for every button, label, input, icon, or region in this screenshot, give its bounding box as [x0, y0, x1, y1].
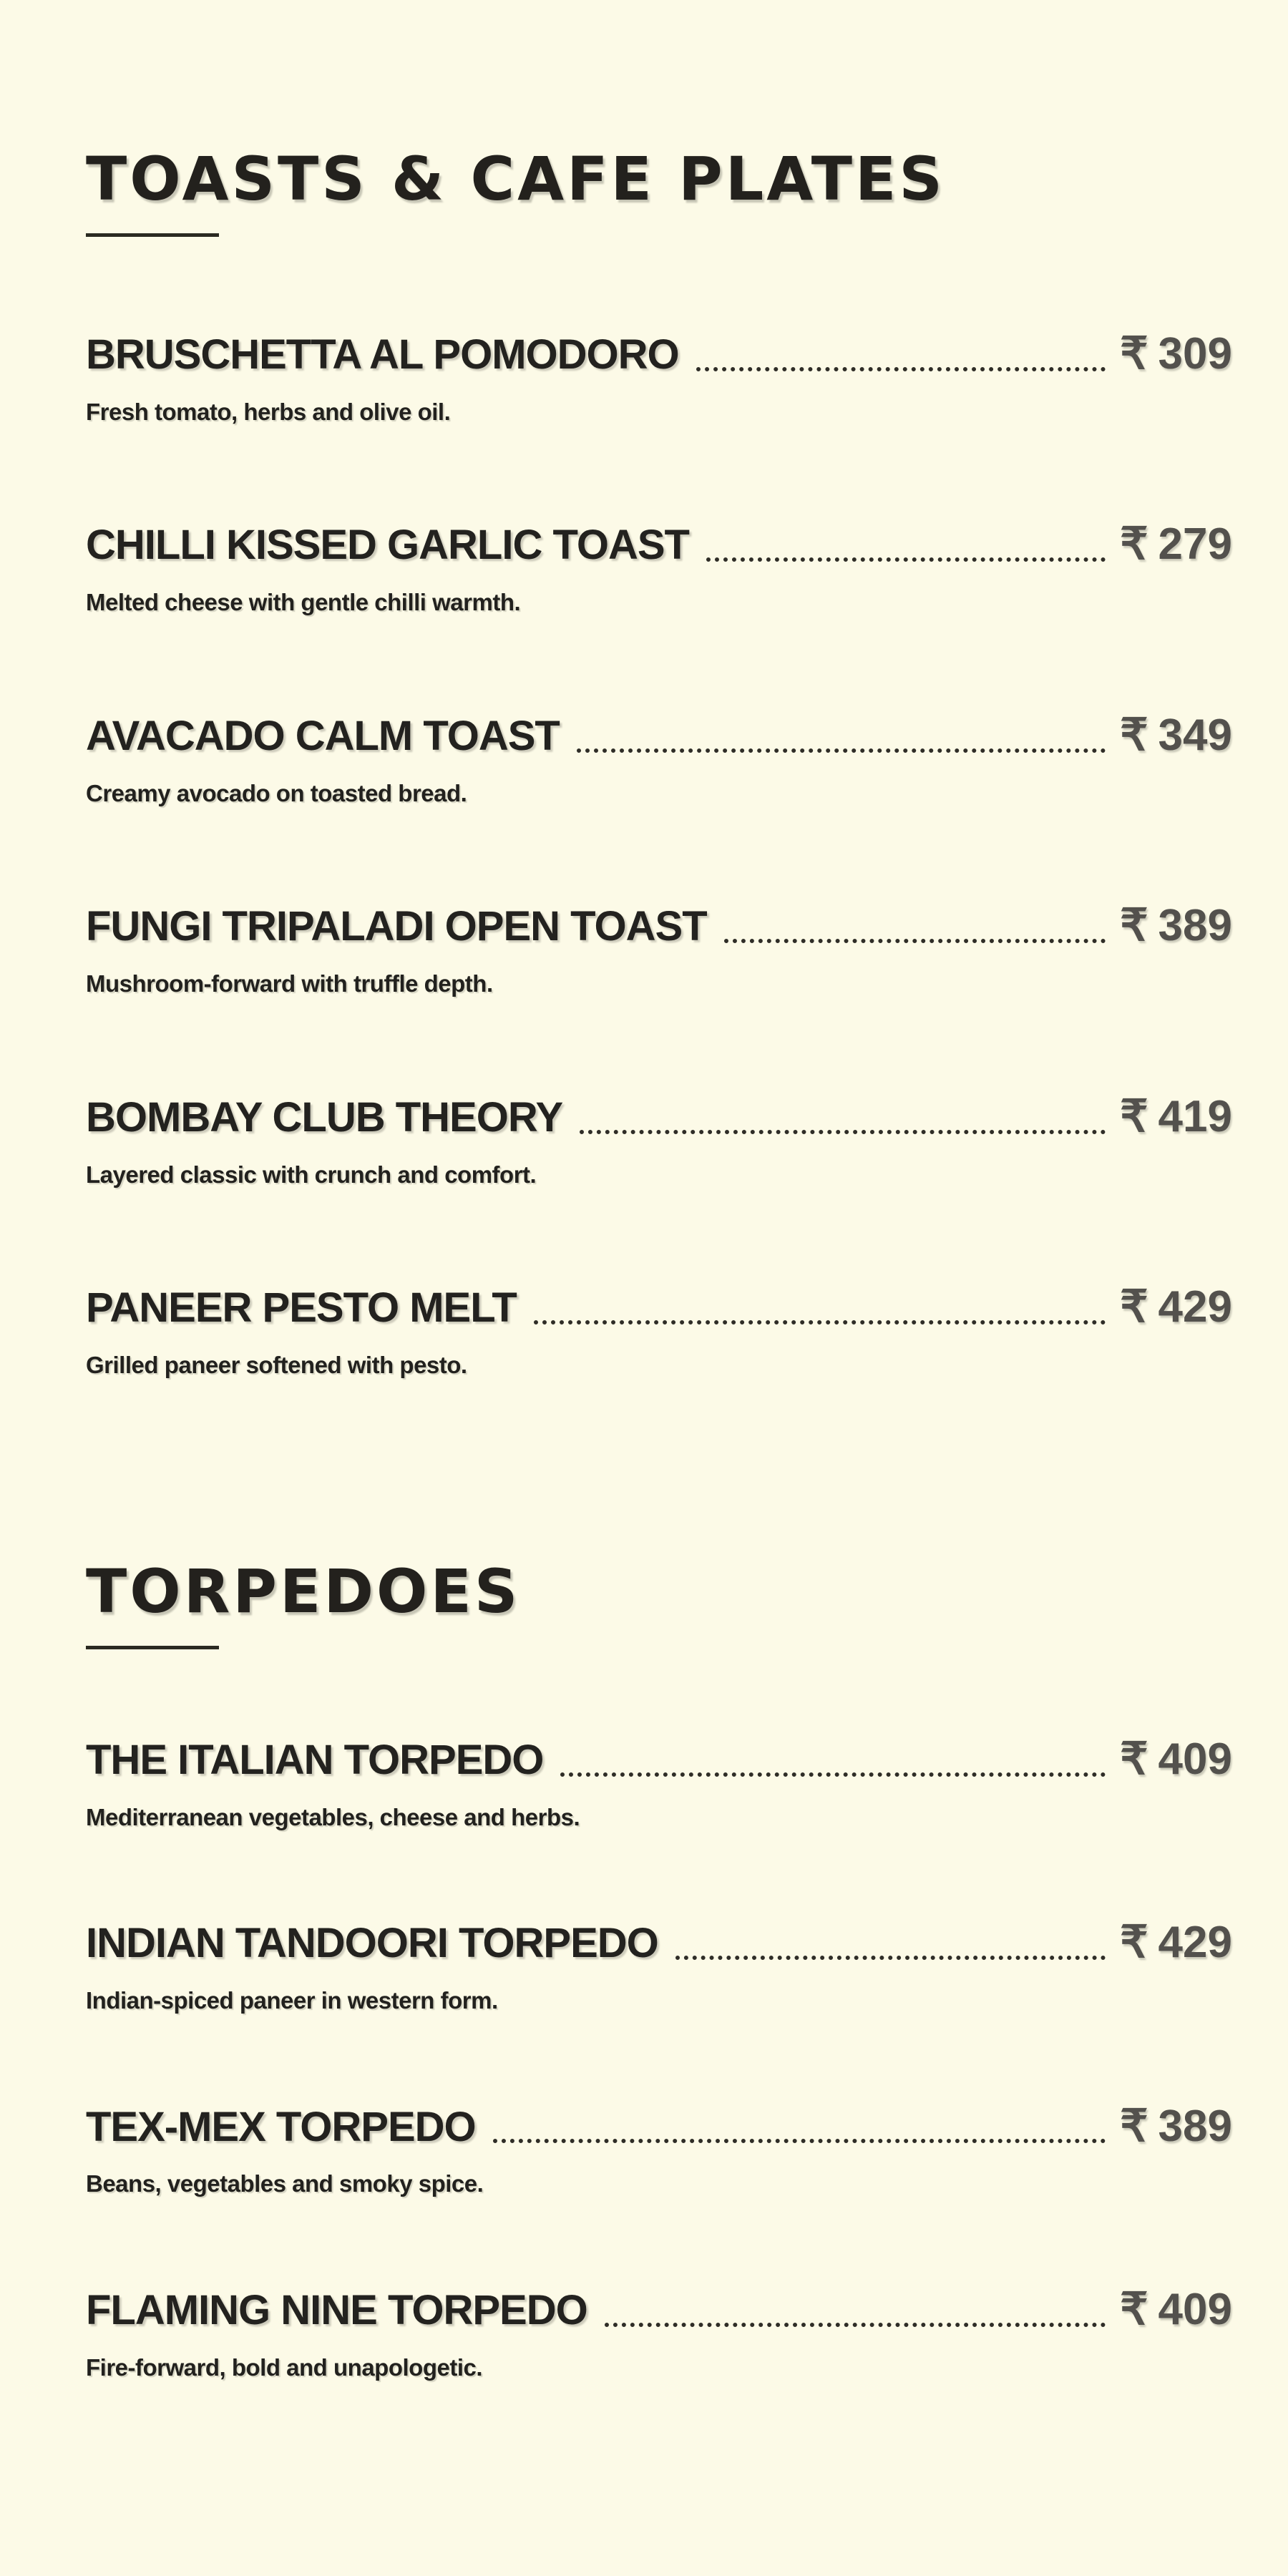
dotted-leader [706, 557, 1106, 562]
item-description: Mediterranean vegetables, cheese and herbs. [86, 1803, 580, 1830]
menu-item [86, 1918, 1232, 2016]
item-description: Fire-forward, bold and unapologetic. [86, 2353, 483, 2381]
dotted-leader [696, 367, 1106, 371]
item-name: TEX-MEX TORPEDO [86, 2103, 476, 2150]
item-row [86, 330, 1232, 380]
menu-item [86, 2285, 1232, 2383]
menu-item [86, 711, 1232, 809]
dotted-leader [724, 939, 1106, 943]
dotted-leader [577, 748, 1106, 753]
price-value: 389 [1158, 901, 1232, 951]
rupee-symbol: ₹ [1120, 329, 1148, 379]
menu-section-toasts [86, 0, 1232, 1381]
item-row [86, 711, 1232, 761]
price-value: 279 [1158, 519, 1232, 570]
item-row [86, 520, 1232, 570]
item-price [1120, 2102, 1232, 2151]
item-name: FUNGI TRIPALADI OPEN TOAST [86, 903, 707, 950]
menu-section-torpedoes [86, 1381, 1232, 2384]
item-row [86, 2102, 1232, 2152]
item-row [86, 2285, 1232, 2336]
menu-item [86, 1283, 1232, 1380]
item-description: Layered classic with crunch and comfort. [86, 1161, 537, 1188]
price-value: 309 [1158, 329, 1232, 379]
section-title: TOASTS & CAFE PLATES [86, 144, 945, 214]
section-underline [86, 233, 219, 237]
section-title: TORPEDOES [86, 1556, 521, 1626]
dotted-leader [493, 2139, 1106, 2143]
item-row [86, 902, 1232, 952]
item-name: CHILLI KISSED GARLIC TOAST [86, 522, 689, 569]
menu-item [86, 902, 1232, 999]
dotted-leader [675, 1956, 1106, 1960]
section-underline [86, 1646, 219, 1649]
menu-item [86, 2102, 1232, 2200]
item-price [1120, 1918, 1232, 1967]
item-description: Grilled paneer softened with pesto. [86, 1352, 467, 1379]
dotted-leader [605, 2323, 1106, 2327]
item-price [1120, 520, 1232, 569]
item-description: Fresh tomato, herbs and olive oil. [86, 398, 451, 425]
rupee-symbol: ₹ [1120, 519, 1148, 570]
rupee-symbol: ₹ [1120, 901, 1148, 951]
item-price [1120, 2285, 1232, 2334]
item-description: Melted cheese with gentle chilli warmth. [86, 589, 521, 616]
dotted-leader [580, 1130, 1106, 1134]
price-value: 389 [1158, 2101, 1232, 2151]
rupee-symbol: ₹ [1120, 2285, 1148, 2335]
item-price [1120, 1283, 1232, 1332]
rupee-symbol: ₹ [1120, 1091, 1148, 1141]
price-value: 409 [1158, 1734, 1232, 1784]
rupee-symbol: ₹ [1120, 1282, 1148, 1332]
item-row [86, 1093, 1232, 1143]
item-name: FLAMING NINE TORPEDO [86, 2287, 587, 2334]
price-value: 409 [1158, 2285, 1232, 2335]
item-price [1120, 902, 1232, 950]
item-name: BOMBAY CLUB THEORY [86, 1093, 563, 1141]
item-price [1120, 711, 1232, 760]
item-name: BRUSCHETTA AL POMODORO [86, 331, 679, 378]
item-description: Indian-spiced paneer in western form. [86, 1986, 498, 2014]
item-description: Mushroom-forward with truffle depth. [86, 970, 493, 997]
item-name: AVACADO CALM TOAST [86, 712, 560, 759]
item-row [86, 1918, 1232, 1968]
item-row [86, 1735, 1232, 1785]
item-name: INDIAN TANDOORI TORPEDO [86, 1920, 658, 1967]
price-value: 429 [1158, 1918, 1232, 1968]
item-row [86, 1283, 1232, 1333]
menu-item [86, 1093, 1232, 1190]
rupee-symbol: ₹ [1120, 710, 1148, 760]
dotted-leader [560, 1772, 1106, 1777]
item-price [1120, 1093, 1232, 1141]
menu-item [86, 520, 1232, 618]
price-value: 419 [1158, 1091, 1232, 1141]
item-price [1120, 330, 1232, 379]
item-description: Beans, vegetables and smoky spice. [86, 2170, 484, 2197]
rupee-symbol: ₹ [1120, 1734, 1148, 1784]
item-name: THE ITALIAN TORPEDO [86, 1736, 544, 1783]
rupee-symbol: ₹ [1120, 1918, 1148, 1968]
price-value: 429 [1158, 1282, 1232, 1332]
price-value: 349 [1158, 710, 1232, 760]
item-name: PANEER PESTO MELT [86, 1284, 517, 1332]
menu-item [86, 1735, 1232, 1833]
dotted-leader [534, 1320, 1106, 1324]
item-price [1120, 1735, 1232, 1784]
rupee-symbol: ₹ [1120, 2101, 1148, 2151]
menu-item [86, 330, 1232, 427]
item-description: Creamy avocado on toasted bread. [86, 779, 467, 806]
